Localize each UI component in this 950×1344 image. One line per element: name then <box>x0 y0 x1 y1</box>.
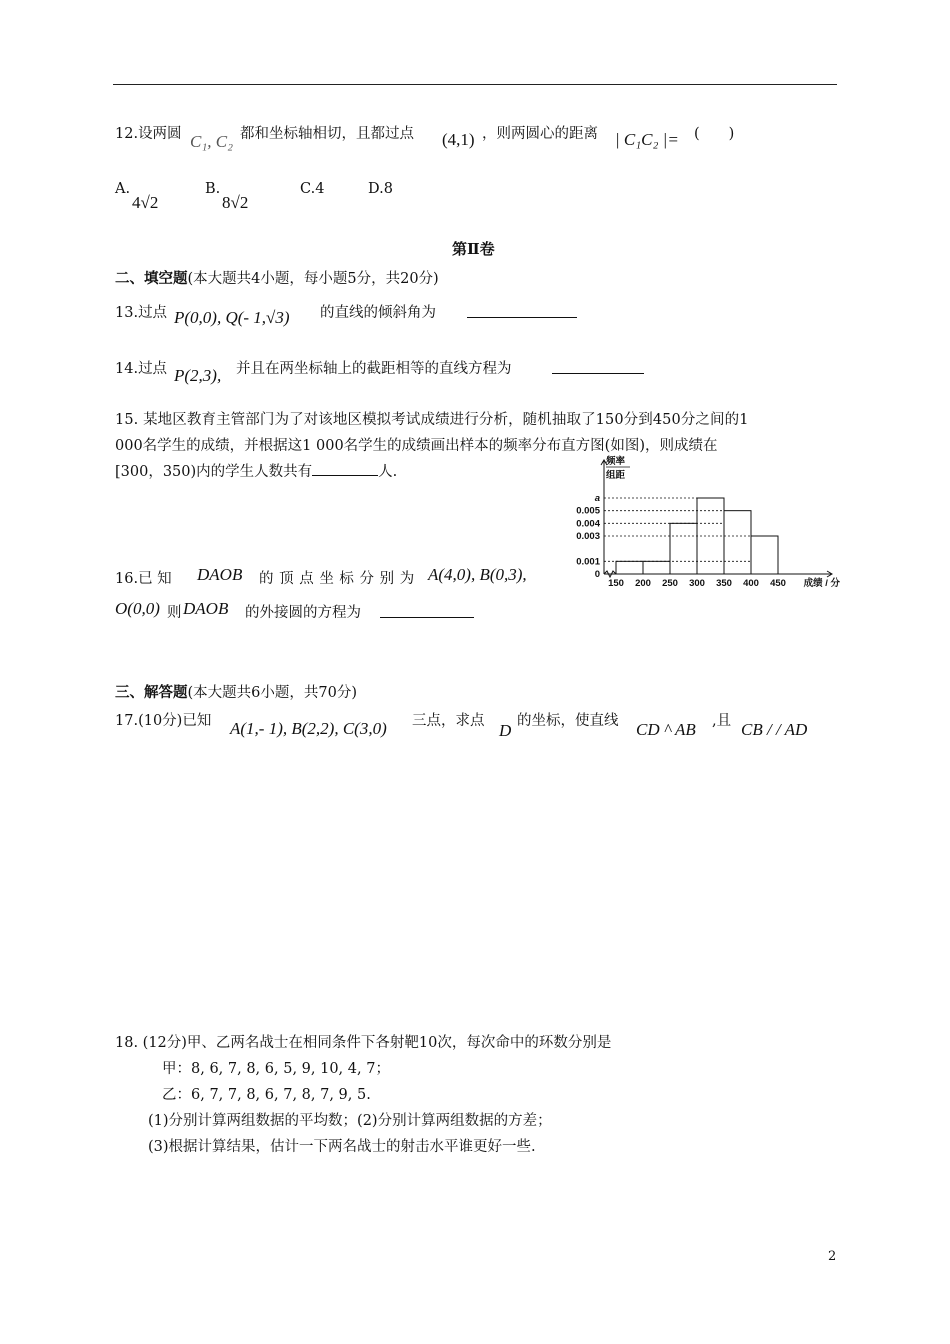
q12: 12.设两圆 <box>115 126 182 142</box>
x-tick-label: 300 <box>689 578 705 589</box>
y-tick-label: 0.005 <box>576 505 600 517</box>
q12-math-point: (4,1) <box>442 130 475 149</box>
frequency-histogram <box>560 452 842 594</box>
q16-text2: 的 顶 点 坐 标 分 别 为 <box>259 571 415 587</box>
q15-line2: 000名学生的成绩，并根据这1 000名学生的成绩画出样本的频率分布直方图(如图)，则成绩在 <box>115 438 718 454</box>
q13-text2: 的直线的倾斜角为 <box>320 305 436 321</box>
page-number: 2 <box>828 1249 837 1264</box>
q17-math-perp: CD ^ AB <box>636 720 696 739</box>
q18-line3: 乙：6, 7, 7, 8, 6, 7, 8, 7, 9, 5. <box>162 1087 371 1103</box>
y-tick-label-zero: 0 <box>594 569 600 580</box>
x-tick-label: 200 <box>635 578 651 589</box>
q16-math-triangle: DAOB <box>197 565 243 584</box>
q17-math-points: A(1,- 1), B(2,2), C(3,0) <box>230 719 387 738</box>
q16-text3: 则 <box>167 605 182 621</box>
q14-answer-blank <box>552 356 644 374</box>
histogram-bar-[200,250) <box>643 561 670 574</box>
q12-text3: ，则两圆心的距离 <box>482 126 598 142</box>
q13-answer-blank <box>467 300 577 318</box>
q17-math-parallel: CB / / AD <box>741 720 808 739</box>
histogram-bar-[400,450) <box>751 536 778 574</box>
histogram-axes <box>601 460 832 577</box>
histogram-gridlines <box>604 498 751 561</box>
q12-option-c: C.4 <box>300 181 325 197</box>
q12-math-circles: C₁, C₂ <box>190 132 233 151</box>
y-tick-label: 0.004 <box>576 518 600 530</box>
q12-option-a: A. <box>115 181 131 197</box>
q16: 16.已 知 <box>115 571 172 587</box>
y-axis-label-bottom: 组距 <box>606 470 626 481</box>
q16-math-vertices: A(4,0), B(0,3), <box>428 565 527 584</box>
x-axis-label: 成绩 / 分 <box>803 578 840 589</box>
q18-line4: (1)分别计算两组数据的平均数；(2)分别计算两组数据的方差； <box>148 1113 552 1129</box>
q12-option-d: D.8 <box>368 181 393 197</box>
y-tick-label: a <box>594 493 600 504</box>
q12-option-b: B. <box>205 181 221 197</box>
q12-text2: 都和坐标轴相切，且都过点 <box>240 126 414 142</box>
q17-text3: 的坐标，使直线 <box>517 713 619 729</box>
y-axis-label-top: 频率 <box>606 456 626 467</box>
q12-answer-paren: ( ) <box>694 126 735 142</box>
x-tick-label: 400 <box>743 578 759 589</box>
q17-math-d: D <box>499 721 512 740</box>
q13-math: P(0,0), Q(- 1,√3) <box>174 308 290 327</box>
q12-option-a-value: 4√2 <box>132 193 159 212</box>
q17: 17.(10分)已知 <box>115 713 212 729</box>
q16-math-triangle2: DAOB <box>183 599 229 618</box>
q16-text4: 的外接圆的方程为 <box>245 605 361 621</box>
section-title: 第Ⅱ卷 <box>452 240 495 258</box>
q14-math: P(2,3), <box>174 366 222 385</box>
x-tick-label: 450 <box>770 578 786 589</box>
q16-math-origin: O(0,0) <box>115 599 160 618</box>
part2-heading: 二、填空题(本大题共4小题，每小题5分，共20分) <box>115 270 439 287</box>
y-tick-label: 0.001 <box>576 556 600 568</box>
histogram-bar-[250,300) <box>670 523 697 574</box>
q14-text2: 并且在两坐标轴上的截距相等的直线方程为 <box>236 361 512 377</box>
q16-answer-blank <box>380 601 474 618</box>
q17-text4: ,且 <box>712 713 732 729</box>
x-tick-label: 350 <box>716 578 732 589</box>
part3-heading: 三、解答题(本大题共6小题，共70分) <box>115 684 357 701</box>
y-tick-label: 0.003 <box>576 531 600 542</box>
q18-line5: (3)根据计算结果，估计一下两名战士的射击水平谁更好一些. <box>148 1139 536 1155</box>
q15-answer-blank <box>312 460 378 476</box>
q17-text2: 三点，求点 <box>412 713 485 729</box>
q14: 14.过点 <box>115 361 168 377</box>
q18-line1: 18. (12分)甲、乙两名战士在相同条件下各射靶10次，每次命中的环数分别是 <box>115 1035 612 1051</box>
histogram-bar-[350,400) <box>724 511 751 574</box>
histogram-bar-[150,200) <box>616 561 643 574</box>
x-tick-label: 250 <box>662 578 678 589</box>
q12-math-distance: | C₁C₂ |= <box>615 130 679 149</box>
q13: 13.过点 <box>115 305 168 321</box>
q12-option-b-value: 8√2 <box>222 193 249 212</box>
q15-line1: 15. 某地区教育主管部门为了对该地区模拟考试成绩进行分析，随机抽取了150分到450分之间的1 <box>115 412 749 428</box>
header-rule <box>113 84 837 85</box>
q15-line3: [300，350)内的学生人数共有 人. <box>115 459 837 485</box>
q18-line2: 甲：8, 6, 7, 8, 6, 5, 9, 10, 4, 7； <box>162 1061 390 1077</box>
x-tick-label: 150 <box>608 578 624 589</box>
